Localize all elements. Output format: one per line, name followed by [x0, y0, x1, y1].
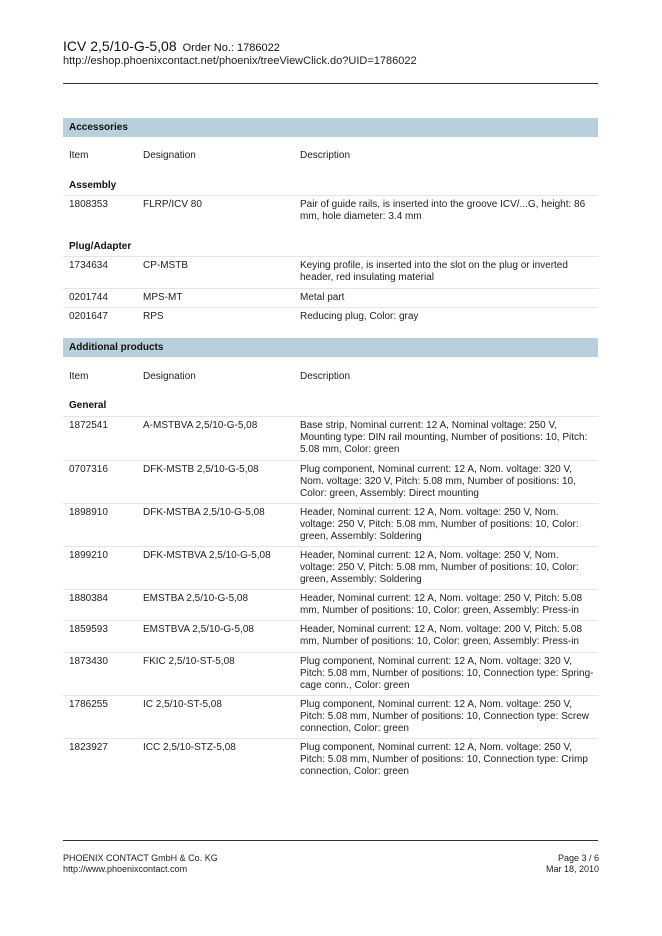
accessories-col-item: Item [69, 150, 89, 161]
designation[interactable]: DFK-MSTBVA 2,5/10-G-5,08 [143, 550, 271, 561]
description: Plug component, Nominal current: 12 A, Nom. voltage: 250 V, Pitch: 5.08 mm, Number of positions: 10, Connection type: Screw connection, Color: green [300, 699, 590, 734]
document-date: Mar 18, 2010 [545, 864, 599, 874]
accessories-col-designation: Designation [143, 150, 196, 161]
description: Base strip, Nominal current: 12 A, Nominal voltage: 250 V, Mounting type: DIN rail mounting, Number of positions: 10, Pitch: 5.08 mm, Color: green [300, 420, 588, 455]
order-number: Order No.: 1786022 [182, 42, 280, 54]
description: Header, Nominal current: 12 A, Nom. voltage: 250 V, Pitch: 5.08 mm, Number of positions: 10, Color: green, Assembly: Press-in [300, 593, 583, 616]
footer-divider [63, 840, 598, 841]
item-number: 1786255 [69, 699, 108, 710]
designation[interactable]: RPS [143, 311, 164, 322]
item-number: 1859593 [69, 624, 108, 635]
table-row [63, 620, 598, 652]
group-plug-adapter: Plug/Adapter [69, 241, 132, 252]
description: Keying profile, is inserted into the slot on the plug or inverted header, red insulating material [300, 260, 568, 283]
description: Reducing plug, Color: gray [300, 311, 419, 322]
item-number: 0201647 [69, 311, 108, 322]
item-number: 1898910 [69, 507, 108, 518]
item-number: 1808353 [69, 199, 108, 210]
designation[interactable]: MPS-MT [143, 292, 183, 303]
description: Pair of guide rails, is inserted into the groove ICV/...G, height: 86 mm, hole diameter: 3.4 mm [300, 199, 586, 222]
table-row [63, 503, 598, 546]
additional-col-item: Item [69, 371, 89, 382]
designation[interactable]: FKIC 2,5/10-ST-5,08 [143, 656, 235, 667]
additional-col-description: Description [300, 371, 351, 382]
designation[interactable]: EMSTBVA 2,5/10-G-5,08 [143, 624, 254, 635]
item-number: 1872541 [69, 420, 108, 431]
additional-products-header: Additional products [63, 338, 598, 357]
description: Plug component, Nominal current: 12 A, Nom. voltage: 320 V, Nom. voltage: 320 V, Pitch: 5.08 mm, Number of positions: 10, Color: green, Assembly: Direct mounting [300, 464, 576, 499]
table-row [63, 416, 598, 460]
description: Header, Nominal current: 12 A, Nom. voltage: 200 V, Pitch: 5.08 mm, Number of positions: 10, Color: green, Assembly: Press-in [300, 624, 583, 647]
item-number: 1734634 [69, 260, 108, 271]
item-number: 0201744 [69, 292, 108, 303]
company-name: PHOENIX CONTACT GmbH & Co. KG [63, 853, 218, 863]
table-row [63, 307, 598, 328]
table-row [63, 695, 598, 738]
description: Plug component, Nominal current: 12 A, Nom. voltage: 250 V, Pitch: 5.08 mm, Number of positions: 10, Connection type: Crimp connection, Color: green [300, 742, 588, 777]
company-website[interactable]: http://www.phoenixcontact.com [63, 864, 188, 874]
designation[interactable]: DFK-MSTBA 2,5/10-G-5,08 [143, 507, 265, 518]
header-divider [63, 83, 598, 84]
designation[interactable]: EMSTBA 2,5/10-G-5,08 [143, 593, 249, 604]
table-row [63, 460, 598, 503]
table-row [63, 195, 598, 227]
page-number: Page 3 / 6 [557, 853, 599, 863]
table-row [63, 256, 598, 288]
group-assembly: Assembly [69, 180, 117, 191]
designation[interactable]: IC 2,5/10-ST-5,08 [143, 699, 222, 710]
product-name: ICV 2,5/10-G-5,08 [63, 38, 177, 54]
product-url[interactable]: http://eshop.phoenixcontact.net/phoenix/treeViewClick.do?UID=1786022 [63, 55, 417, 67]
designation[interactable]: CP-MSTB [143, 260, 188, 271]
item-number: 1873430 [69, 656, 108, 667]
table-row [63, 288, 598, 307]
additional-col-designation: Designation [143, 371, 196, 382]
description: Header, Nominal current: 12 A, Nom. voltage: 250 V, Nom. voltage: 250 V, Pitch: 5.08 mm, Number of positions: 10, Color: green, Assembly: Soldering [300, 507, 579, 542]
group-general: General [69, 400, 107, 411]
footer-left [63, 853, 218, 875]
table-row [63, 546, 598, 589]
table-row [63, 652, 598, 695]
description: Header, Nominal current: 12 A, Nom. voltage: 250 V, Nom. voltage: 250 V, Pitch: 5.08 mm, Number of positions: 10, Color: green, Assembly: Soldering [300, 550, 579, 585]
footer-right [460, 853, 599, 875]
table-row [63, 589, 598, 620]
description: Plug component, Nominal current: 12 A, Nom. voltage: 320 V, Pitch: 5.08 mm, Number of positions: 10, Connection type: Spring-cage conn., Color: green [300, 656, 594, 691]
item-number: 1899210 [69, 550, 108, 561]
product-title [63, 38, 280, 54]
table-row [63, 738, 598, 781]
item-number: 1880384 [69, 593, 108, 604]
accessories-col-description: Description [300, 150, 351, 161]
designation[interactable]: FLRP/ICV 80 [143, 199, 202, 210]
item-number: 0707316 [69, 464, 108, 475]
item-number: 1823927 [69, 742, 108, 753]
designation[interactable]: DFK-MSTB 2,5/10-G-5,08 [143, 464, 259, 475]
description: Metal part [300, 292, 345, 303]
accessories-header: Accessories [63, 118, 598, 137]
designation[interactable]: ICC 2,5/10-STZ-5,08 [143, 742, 236, 753]
designation[interactable]: A-MSTBVA 2,5/10-G-5,08 [143, 420, 258, 431]
